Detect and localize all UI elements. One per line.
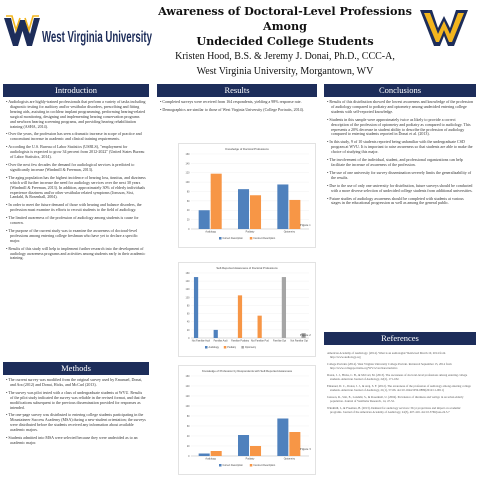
- chart-title: Self-Reported Awareness of Doctoral Professions: [216, 266, 278, 270]
- bar: [289, 432, 300, 456]
- poster-header: [0, 0, 480, 82]
- bar: [211, 174, 222, 229]
- results-bullet: • Demographics are similar to those of West Virginia University (College Portraits, 2014).: [160, 108, 310, 113]
- x-tick-label: Audiology: [205, 230, 216, 234]
- y-tick-label: 0: [188, 227, 190, 231]
- conclusions-bullet: • Students in this sample were approximately twice as likely to provide a correct description of the profession of optometry and podiatry as compared to audiology. This represents a 20% decrease in student ability to describe the profession of audiology compared to entering students reported in Donai et al. (2013).: [327, 118, 473, 138]
- intro-bullet: • According the U.S. Bureau of Labor Statistics (USBLS), "employment for audiologists is expected to grow 34 percent from 2012-2022" (United States Bureau of Labor Statistics, 2014).: [6, 145, 146, 160]
- title-block: [150, 4, 420, 79]
- reference-item: Jonsson, R., Sixt, E., Landahl, S., & Rosenhall, U. (2004). Prevalence of dizziness and vertigo in an urban elderly population. Journal of Vestibular Research, 14, 47-52.: [327, 395, 464, 404]
- y-tick-label: 40: [186, 320, 190, 324]
- x-tick-label: Podiatry: [245, 457, 255, 461]
- y-tick-label: 60: [186, 424, 190, 428]
- x-tick-label: Optometry: [283, 457, 295, 461]
- conclusions-body: [327, 100, 473, 209]
- logo-wordmark-text: West Virginia University: [42, 29, 153, 46]
- wvu-wordmark-logo: [2, 12, 154, 52]
- legend-label: Correct Description: [222, 237, 243, 241]
- x-tick-label: Podiatry: [245, 230, 255, 234]
- conclusions-bullet: • Due to the use of only one university for distribution, future surveys should be conducted with a more diverse selection of undecided college students from additional universities.: [327, 184, 473, 194]
- y-tick-label: 20: [186, 218, 190, 222]
- introduction-body: [6, 100, 146, 264]
- methods-bullet: • The survey was pilot tested with a class of undergraduate students at WVU. Results of the pilot study indicated the survey was reliable in the revised format, and that the modifications subsequent to the previous dissemination provided for responses as intended.: [6, 391, 146, 411]
- references-body: [327, 352, 473, 419]
- conclusions-heading: Conclusions: [324, 84, 476, 97]
- bar: [250, 195, 261, 229]
- x-tick-label: Familiar Audi: [213, 339, 228, 343]
- chart-title: Knowledge of Profession by Respondents with Self-Reported Awareness: [201, 369, 293, 373]
- flying-wv-logo: [418, 8, 470, 48]
- legend-swatch: [250, 237, 253, 240]
- intro-bullet: • Results of this study will help to implement further research into the development of audiology awareness programs and activities among students early in their academic training.: [6, 247, 146, 262]
- bar: [211, 451, 222, 456]
- y-tick-label: 60: [186, 312, 190, 316]
- y-tick-label: 120: [185, 288, 190, 292]
- conclusions-bullet: • Future studies of audiology awareness should be completed with students at various stages in the educational progression as well as among the general public.: [327, 197, 473, 207]
- intro-bullet: • The aging population has the highest incidence of hearing loss, tinnitus, and dizziness which will further increase the need for audiology services over the next 30 years (Windmill & Freeman, 2013). In addition, approximately 30% of elderly individuals experience dizziness and/or other vestibular related symptoms (Jonsson, Sixt, Landahl, & Rosenhall, 2004).: [6, 176, 146, 201]
- legend-label: Optometry: [244, 346, 257, 350]
- legend-label: Incorrect Description: [253, 464, 276, 468]
- chart-title: Knowledge of Doctoral Professions: [225, 147, 269, 151]
- references-heading: References: [324, 332, 476, 345]
- y-tick-label: 120: [185, 394, 190, 398]
- legend-swatch: [219, 464, 222, 467]
- introduction-heading: Introduction: [3, 84, 149, 97]
- y-tick-label: 20: [186, 328, 190, 332]
- reference-item: College Portraits (2014). West Virginia University College Portrait. Retrieved September 15, 2014 from http://www.collegeportraits.org/WV/wvu/characteristics: [327, 362, 452, 370]
- bar: [199, 454, 210, 457]
- y-tick-label: 80: [186, 190, 190, 194]
- bar: [277, 419, 288, 457]
- y-tick-label: 0: [188, 336, 190, 340]
- bar: [277, 184, 288, 229]
- y-tick-label: 80: [186, 304, 190, 308]
- bar: [238, 189, 249, 229]
- legend-swatch: [219, 237, 222, 240]
- intro-bullet: • Over the next few decades the demand for audiological services is predicted to significantly increase (Windmill & Freeman, 2013).: [6, 163, 146, 173]
- methods-heading: Methods: [3, 362, 149, 375]
- legend-swatch: [241, 346, 244, 349]
- x-tick-label: Familiar Podiatry: [231, 339, 250, 343]
- x-tick-label: Not Familiar Opt: [290, 339, 308, 343]
- figure-3-label: Figure 3: [300, 447, 311, 451]
- methods-bullet: • Students admitted into MSA were selected because they were undecided as to an academic major.: [6, 436, 146, 446]
- x-tick-label: Not Familiar Audi: [191, 339, 210, 343]
- bar: [199, 210, 210, 229]
- chart-svg: [179, 366, 315, 474]
- figure-1-label: Figure 1: [300, 223, 311, 227]
- x-tick-label: Familiar Opt: [272, 339, 287, 343]
- poster-title-line2: Undecided College Students: [196, 34, 374, 48]
- affiliation: West Virginia University, Morgantown, WV: [196, 66, 374, 77]
- y-tick-label: 160: [185, 271, 190, 275]
- figure-2-chart: [178, 262, 316, 357]
- y-tick-label: 40: [186, 209, 190, 213]
- figure-3-chart: [178, 365, 316, 475]
- y-tick-label: 60: [186, 199, 190, 203]
- methods-bullet: • The current survey was modified from the original survey used by Emanuel, Donai, and Ara (2012) and Donai, Hicks, and McCarl (2013).: [6, 378, 146, 388]
- bar: [238, 435, 249, 456]
- y-tick-label: 40: [186, 434, 190, 438]
- chart-svg: [179, 263, 315, 356]
- bar: [250, 446, 261, 456]
- y-tick-label: 140: [185, 162, 190, 166]
- reference-item: American Academy of Audiology. (2014). What is an audiologist? Retrieved March 10, 2014 from http://www.audiology.org: [327, 351, 446, 359]
- intro-bullet: • Audiologists are highly-trained professionals that perform a variety of tasks including diagnostic testing for auditory and/or vestibular disorders, prescribing and fitting hearing aids, assisting in cochlear implant programming, performing hearing-related surgical monitoring, designing and implementing hearing conservation programs and newborn hearing screening programs, and providing hearing rehabilitation training (ASHA, 2014).: [6, 100, 146, 129]
- intro-bullet: • Over the years, the profession has seen a dramatic increase in scope of practice and concomitant increase in academic and clinical training requirements.: [6, 132, 146, 142]
- figure-2-label: Figure 2: [300, 333, 311, 337]
- legend-label: Audiology: [208, 346, 219, 350]
- bar: [238, 295, 242, 338]
- y-tick-label: 140: [185, 280, 190, 284]
- reference-item: Donai, J. J., Hicks, C. B., & McCarl, M. (2013). The awareness of doctoral-level professions among entering college students. American Journal of Audiology, 22(2), 171-182.: [327, 373, 468, 381]
- y-tick-label: 140: [185, 384, 190, 388]
- results-heading: Results: [157, 84, 317, 97]
- x-tick-label: Optometry: [283, 230, 295, 234]
- legend-swatch: [250, 464, 253, 467]
- y-tick-label: 100: [185, 404, 190, 408]
- bar: [214, 330, 218, 338]
- methods-bullet: • The one-page survey was distributed to entering college students participating in the Mountaineer Success Academy (MSA) during a new-student orientation; the surveys were distributed before the students received any information about available academic majors.: [6, 413, 146, 433]
- poster-title-line1: Awareness of Doctoral-Level Professions Among: [158, 4, 412, 33]
- y-tick-label: 20: [186, 444, 190, 448]
- intro-bullet: • In order to meet the future demand of those with hearing and balance disorders, the profession must examine its efforts to recruit students to the field of audiology.: [6, 203, 146, 213]
- y-tick-label: 160: [185, 374, 190, 378]
- x-tick-label: Audiology: [205, 457, 216, 461]
- y-tick-label: 80: [186, 414, 190, 418]
- authors: Kristen Hood, B.S. & Jeremy J. Donai, Ph.D., CCC-A,: [175, 51, 395, 62]
- conclusions-bullet: • In this study, 9 of 10 students reported being unfamiliar with the undergraduate CSD program at WVU. It is important to raise awareness so that students are able to make the choice of studying this major.: [327, 140, 473, 155]
- figure-1-chart: [178, 143, 316, 248]
- legend-swatch: [205, 346, 208, 349]
- y-tick-label: 120: [185, 171, 190, 175]
- x-tick-label: Not Familiar Pod: [250, 339, 269, 343]
- chart-svg: [179, 144, 315, 247]
- conclusions-bullet: • The involvement of the individual, student, and professional organizations can help facilitate the increase of awareness of the profession.: [327, 158, 473, 168]
- bar: [258, 316, 262, 338]
- intro-bullet: • The purpose of the current study was to examine the awareness of doctoral-level professions among entering college freshman who have yet to declare a specific major.: [6, 229, 146, 244]
- bar: [289, 200, 300, 229]
- results-body: [160, 100, 310, 116]
- legend-label: Incorrect Description: [253, 237, 276, 241]
- bar: [194, 277, 198, 338]
- methods-body: [6, 378, 146, 449]
- bar: [282, 277, 286, 338]
- conclusions-bullet: • Results of this distribution showed the lowest awareness and knowledge of the profession of audiology compared to podiatry and optometry among undecided entering college students with self-reported knowledge.: [327, 100, 473, 115]
- conclusions-bullet: • The use of one university for survey dissemination severely limits the generalizability of the results.: [327, 171, 473, 181]
- intro-bullet: • The limited awareness of the profession of audiology among students is cause for concern.: [6, 216, 146, 226]
- results-bullet: • Completed surveys were received from 164 respondents, yielding a 98% response rate.: [160, 100, 310, 105]
- legend-swatch: [224, 346, 227, 349]
- reference-item: Windmill, I., & Freeman, B. (2013). Demand for audiology services: 30-yr projections and impact on academic programs. Journal of the American Academy of Audiology, 24(5), 407-416. doi:10.3766/jaaa.24.5.7: [327, 406, 461, 415]
- legend-label: Correct Description: [222, 464, 243, 468]
- y-tick-label: 0: [188, 454, 190, 458]
- y-tick-label: 160: [185, 152, 190, 156]
- legend-label: Podiatry: [227, 346, 237, 350]
- reference-item: Emanuel, D. C., Donai, J. J., & Araj, S. F. (2012). The awareness of the profession of audiology among entering college students. American Journal of Audiology, 21(1), 57-66. doi:10.1044/1059-0889(2012/11-0011): [327, 384, 471, 393]
- y-tick-label: 100: [185, 296, 190, 300]
- y-tick-label: 100: [185, 181, 190, 185]
